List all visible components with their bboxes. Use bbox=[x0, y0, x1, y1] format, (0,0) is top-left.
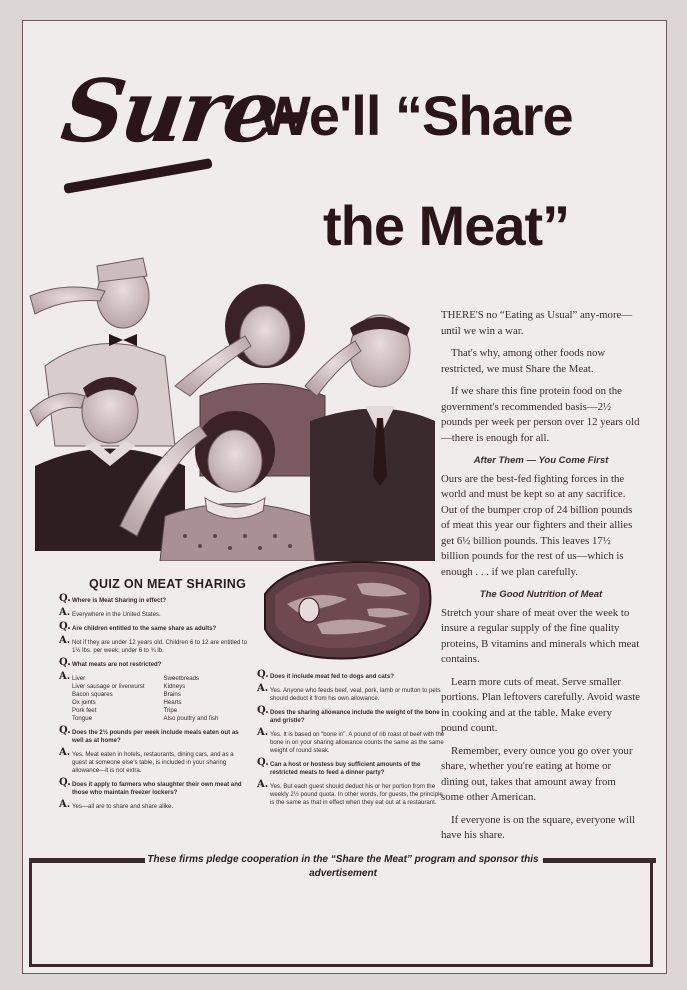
headline-underline bbox=[63, 158, 212, 194]
quiz-question: Q. Are children entitled to the same share as adults? bbox=[59, 621, 217, 632]
quiz-answer: A. Yes. But each guest should deduct his or her portion from the weekly 2½ pound quota. In other words, for guests, the principle is the same as that in effect when they eat out at a restaurant. bbox=[257, 779, 443, 806]
q-mark: Q. bbox=[257, 757, 269, 768]
body-paragraph: If everyone is on the square, everyone will have his share. bbox=[441, 813, 636, 841]
saluting-family-illustration bbox=[25, 236, 435, 561]
a-mark: A. bbox=[257, 779, 269, 790]
headline-share: We'll “Share bbox=[258, 84, 573, 147]
quiz-answer: A. Yes. Anyone who feeds beef, veal, pork, lamb or mutton to pets should deduct it from his own allowance. bbox=[257, 683, 441, 702]
a-mark: A. bbox=[59, 635, 71, 646]
q-mark: Q. bbox=[59, 621, 71, 632]
unrestricted-meats-list: Liver Liver sausage or liverwurst Bacon squares Ox joints Pork feet Tongue Sweetbreads Kidneys Brains Hearts Tripe Also poultry and fish bbox=[72, 675, 219, 722]
q-mark: Q. bbox=[257, 705, 269, 716]
a-mark: A. bbox=[59, 747, 71, 758]
section-heading: The Good Nutrition of Meat bbox=[479, 589, 603, 600]
body-paragraph: That's why, among other foods now restricted, we must Share the Meat. bbox=[441, 347, 606, 375]
body-paragraph: THERE'S no “Eating as Usual” any-more—until we win a war. bbox=[441, 309, 633, 337]
headline-sure: Sure- bbox=[55, 61, 316, 162]
steak-illustration bbox=[257, 554, 437, 669]
quiz-answer: A. Yes. It is based on “bone in”. A pound of rib roast of beef with the bone in on your sharing allowance counts the same as the same weight of round steak. bbox=[257, 727, 445, 754]
quiz-question: Q. Where is Meat Sharing in effect? bbox=[59, 593, 167, 604]
body-paragraph: Learn more cuts of meat. Serve smaller portions. Plan leftovers carefully. Avoid waste in cooking and at the table. Make every pound count. bbox=[441, 675, 641, 734]
quiz-question: Q. Does it include meat fed to dogs and cats? bbox=[257, 669, 394, 680]
a-mark: A. bbox=[59, 607, 71, 618]
quiz-answer: A. Yes. Meat eaten in hotels, restaurants, dining cars, and as a guest at someone else's table, is included in your sharing allowance—it is not extra. bbox=[59, 747, 234, 774]
quiz-answer: A. Yes—all are to share and share alike. bbox=[59, 799, 174, 810]
section-heading: After Them — You Come First bbox=[473, 455, 609, 466]
quiz-question: Q. Can a host or hostess buy sufficient amounts of the restricted meats to feed a dinner party? bbox=[257, 757, 421, 776]
quiz-title: QUIZ ON MEAT SHARING bbox=[89, 577, 247, 591]
body-paragraph: If we share this fine protein food on the government's recommended basis—2½ pounds per week per person over 12 years old—there is enough for all. bbox=[441, 385, 640, 444]
advertisement-page bbox=[22, 20, 667, 974]
a-mark: A. bbox=[59, 799, 71, 810]
q-mark: Q. bbox=[59, 725, 71, 736]
a-mark: A. bbox=[257, 683, 269, 694]
body-copy bbox=[441, 308, 641, 851]
body-paragraph: Ours are the best-fed fighting forces in the world and must be kept so at any sacrifice. Out of the bumper crop of 24 billion pounds of meat this year our fighters and their allies get 6½ billion pounds. This leaves 17½ billion pounds for the rest of us—which is enough . . . if we plan carefully. bbox=[441, 472, 633, 578]
q-mark: Q. bbox=[257, 669, 269, 680]
quiz-answer: A. Not if they are under 12 years old. Children 6 to 12 are entitled to 1½ lbs. per week; under 6 to ¾ lb. bbox=[59, 635, 248, 654]
a-mark: A. bbox=[59, 671, 71, 682]
quiz-question: Q. Does it apply to farmers who slaughter their own meat and those who maintain freezer lockers? bbox=[59, 777, 242, 796]
body-paragraph: Remember, every ounce you go over your share, whether you're eating at home or dining out, takes that amount away from some other American. bbox=[441, 744, 633, 803]
q-mark: Q. bbox=[59, 777, 71, 788]
quiz-question: Q. Does the 2½ pounds per week include meals eaten out as well as at home? bbox=[59, 725, 239, 744]
quiz-answer: A. Everywhere in the United States. bbox=[59, 607, 161, 618]
q-mark: Q. bbox=[59, 657, 71, 668]
quiz-column-right bbox=[257, 669, 445, 813]
quiz-answer bbox=[59, 671, 249, 723]
quiz-question: Q. What meats are not restricted? bbox=[59, 657, 162, 668]
q-mark: Q. bbox=[59, 593, 71, 604]
quiz-column-left bbox=[59, 593, 249, 817]
headline-meat: the Meat” bbox=[323, 194, 570, 257]
a-mark: A. bbox=[257, 727, 269, 738]
sponsor-pledge-text: These firms pledge cooperation in the “Share the Meat” program and sponsor this advertisement bbox=[147, 854, 539, 879]
body-paragraph: Stretch your share of meat over the week to insure a regular supply of the fine quality proteins, B vitamins and minerals which meat contains. bbox=[441, 606, 640, 665]
quiz-question: Q. Does the sharing allowance include the weight of the bone and gristle? bbox=[257, 705, 440, 724]
